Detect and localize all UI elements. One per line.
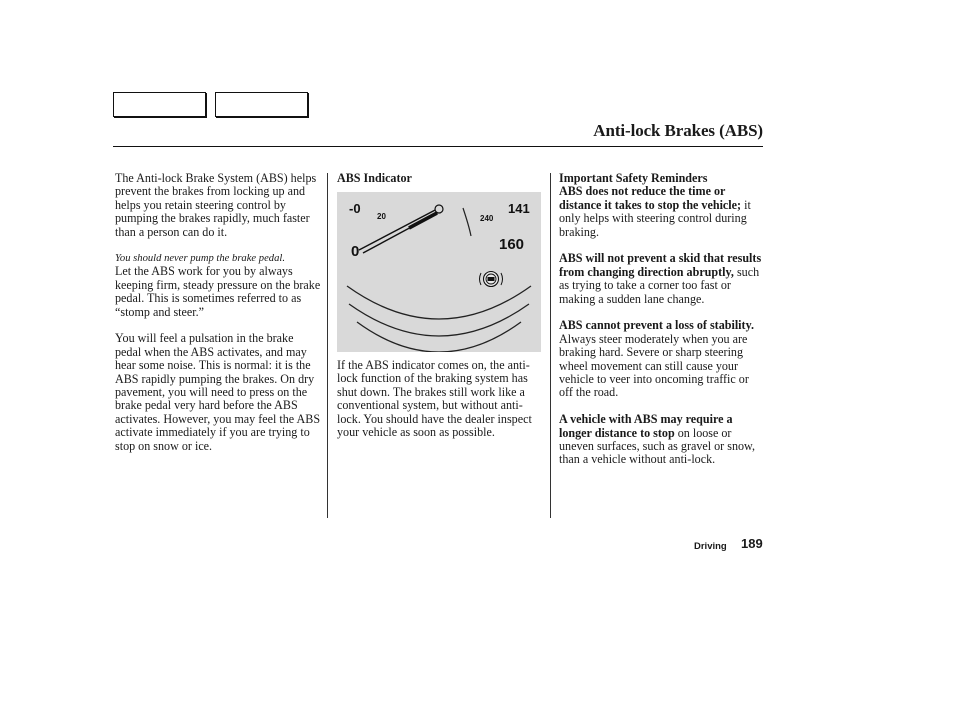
page-number: 189	[741, 536, 763, 551]
gauge-label-top-right: 141	[508, 201, 530, 216]
intro-paragraph: The Anti-lock Brake System (ABS) helps prevent the brakes from locking up and helps you retain steering control by pumping the brakes rapidly, much faster than a person can do it.	[115, 171, 317, 239]
abs-indicator-figure	[337, 192, 541, 352]
abs-warning-icon	[480, 272, 503, 287]
section-heading: ABS Indicator	[337, 171, 412, 185]
header-rule	[113, 146, 763, 147]
gauge-needle	[359, 205, 443, 253]
column-right	[559, 172, 765, 467]
gauge-label-top-left: -0	[349, 201, 361, 216]
gauge-illustration	[337, 192, 541, 352]
gauge-label-160: 160	[499, 236, 525, 253]
column-divider-2	[550, 173, 551, 518]
tab-box-2[interactable]	[215, 92, 308, 117]
reminder-1: ABS does not reduce the time or distance it takes to stop the vehicle; it only helps with steering control during braking.	[559, 184, 751, 239]
reminder-2: ABS will not prevent a skid that results from changing direction abruptly, such as trying to take a corner too fast or making a sudden lane change.	[559, 251, 762, 306]
reminder-4: A vehicle with ABS may require a longer distance to stop on loose or uneven surfaces, such as gravel or snow, than a vehicle without anti-lock.	[559, 412, 756, 467]
column-middle-text	[337, 359, 543, 439]
footer-section-label: Driving	[694, 541, 727, 552]
caution-note: You should never pump the brake pedal.	[115, 253, 285, 265]
pulsation-paragraph: You will feel a pulsation in the brake pedal when the ABS activates, and may hear some noise. This is normal: it is the ABS rapidly pumping the brakes. On dry pavement, you will need to press on the brake pedal very hard before the ABS activates. However, you may feel the ABS activate immediately if you are trying to stop on snow or ice.	[115, 331, 321, 453]
column-divider-1	[327, 173, 328, 518]
column-left	[115, 172, 322, 453]
gauge-label-0: 0	[351, 243, 360, 260]
gauge-label-20: 20	[377, 212, 386, 221]
indicator-paragraph: If the ABS indicator comes on, the anti-lock function of the braking system has shut down. The brakes still work like a conventional system, but without anti-lock. You should have the dealer inspect your vehicle as soon as possible.	[337, 358, 532, 440]
tab-box-1[interactable]	[113, 92, 206, 117]
page-title: Anti-lock Brakes (ABS)	[593, 121, 763, 140]
reminders-heading: Important Safety Reminders	[559, 171, 708, 185]
reminder-3: ABS cannot prevent a loss of stability. Always steer moderately when you are braking hard. Severe or sharp steering wheel movement can still cause your vehicle to veer into oncoming traffic or off the road.	[559, 318, 754, 400]
gauge-label-240: 240	[480, 214, 494, 223]
column-middle	[337, 172, 543, 185]
stomp-steer-paragraph: Let the ABS work for you by always keeping firm, steady pressure on the brake pedal. This is sometimes referred to as “stomp and steer.”	[115, 264, 321, 319]
